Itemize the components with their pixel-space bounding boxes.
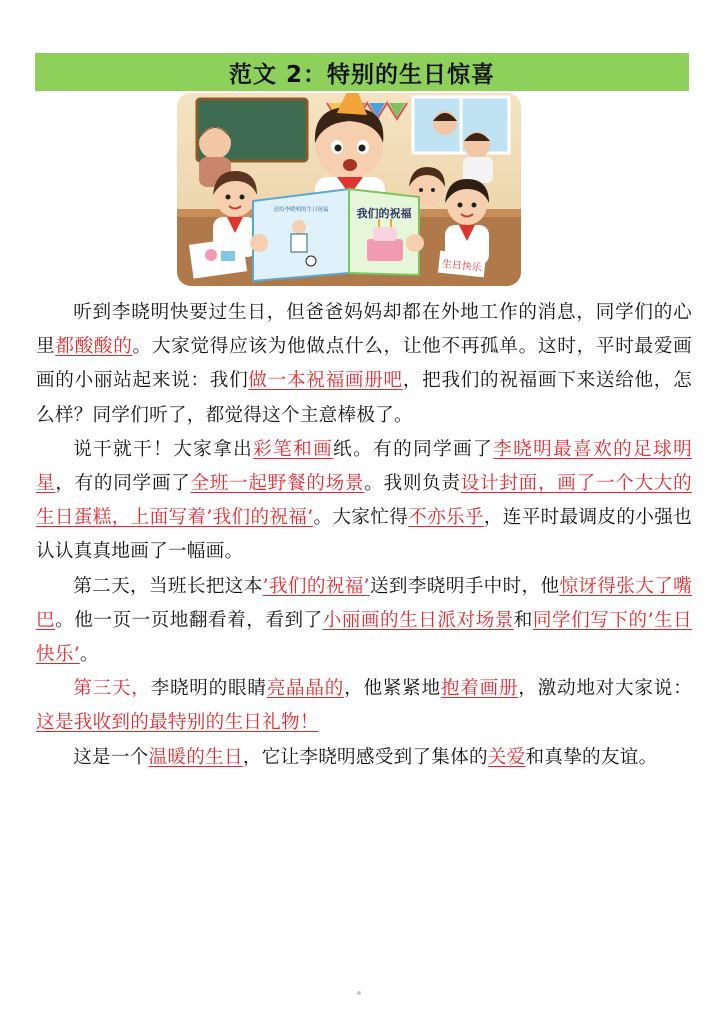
highlighted-phrase: 李晓明最喜欢的足球明星 bbox=[36, 438, 692, 495]
text-run: 。大家忙得 bbox=[313, 507, 409, 529]
highlighted-phrase: 惊讶得张大了嘴巴 bbox=[36, 575, 692, 631]
highlighted-phrase: ’我们的祝福’ bbox=[262, 575, 370, 597]
classroom-illustration bbox=[177, 93, 521, 286]
highlighted-phrase: 全班一起野餐的场景 bbox=[190, 473, 365, 495]
paragraph bbox=[36, 433, 692, 570]
text-run: 这是一个 bbox=[73, 746, 149, 768]
text-run: ，有的同学画了 bbox=[55, 473, 191, 495]
highlighted-phrase: 温暖的生日 bbox=[148, 746, 243, 768]
text-run: 纸。有的同学画了 bbox=[333, 438, 494, 460]
highlighted-phrase: 抱着画册 bbox=[440, 678, 519, 700]
text-run: ，连平时最调皮的小强也认认真真地画了一幅画。 bbox=[36, 507, 692, 563]
paragraph bbox=[36, 741, 692, 775]
highlighted-phrase: 第三天， bbox=[73, 678, 151, 700]
text-run: 说干就干！大家拿出 bbox=[73, 438, 254, 460]
page-footer-mark bbox=[357, 991, 361, 995]
paragraph bbox=[36, 672, 692, 740]
paragraph bbox=[36, 570, 692, 673]
text-run: ，它让李晓明感受到了集体的 bbox=[242, 746, 488, 768]
highlighted-phrase: 设计封面，画了一个大大的生日蛋糕，上面写着’我们的祝福’ bbox=[36, 473, 692, 529]
highlighted-phrase: 这是我收到的最特别的生日礼物！ bbox=[36, 712, 319, 734]
highlighted-phrase: 同学们写下的’生日快乐’ bbox=[36, 609, 692, 666]
text-run: ，激动地对大家说： bbox=[518, 678, 692, 700]
highlighted-phrase: 都酸酸的 bbox=[55, 336, 133, 358]
book-subtitle: 送给李晓明的生日祝福 bbox=[273, 207, 329, 213]
highlighted-phrase: 彩笔和画 bbox=[253, 438, 334, 460]
highlighted-phrase: 做一本祝福画册吧 bbox=[248, 370, 403, 392]
text-run: 。 bbox=[79, 644, 99, 666]
page-title: 范文 2：特别的生日惊喜 bbox=[228, 61, 495, 88]
text-run: 李晓明的眼睛 bbox=[150, 678, 267, 700]
highlighted-phrase: 关爱 bbox=[487, 746, 526, 768]
text-run: 第二天，当班长把这本 bbox=[73, 575, 263, 597]
text-run: 。他一页一页地翻看着，看到了 bbox=[55, 609, 323, 631]
essay-body bbox=[36, 296, 692, 775]
book-title: 我们的祝福 bbox=[356, 207, 412, 220]
highlighted-phrase: 不亦乐乎 bbox=[408, 507, 484, 529]
title-banner bbox=[35, 53, 689, 91]
text-run: 。我则负责 bbox=[364, 473, 461, 495]
text-run: 送到李晓明手中时，他 bbox=[369, 575, 560, 597]
classroom-birthday-picture bbox=[177, 93, 521, 286]
card-text: 生日快乐 bbox=[441, 258, 483, 275]
text-run: 听到李晓明快要过生日，但爸爸妈妈却都在外地工作的消息，同学们的心里 bbox=[36, 302, 692, 358]
text-run: 和 bbox=[513, 609, 533, 631]
text-run: ，他紧紧地 bbox=[344, 678, 441, 700]
text-run: ，把我们的祝福画下来送给他，怎么样？同学们听了，都觉得这个主意棒极了。 bbox=[36, 370, 692, 426]
highlighted-phrase: 亮晶晶的 bbox=[266, 678, 345, 700]
text-run: 。大家觉得应该为他做点什么，让他不再孤单。这时，平时最爱画画的小丽站起来说：我们 bbox=[36, 336, 692, 392]
text-run: 和真挚的友谊。 bbox=[525, 746, 658, 768]
paragraph bbox=[36, 296, 692, 433]
highlighted-phrase: 小丽画的生日派对场景 bbox=[322, 609, 514, 631]
